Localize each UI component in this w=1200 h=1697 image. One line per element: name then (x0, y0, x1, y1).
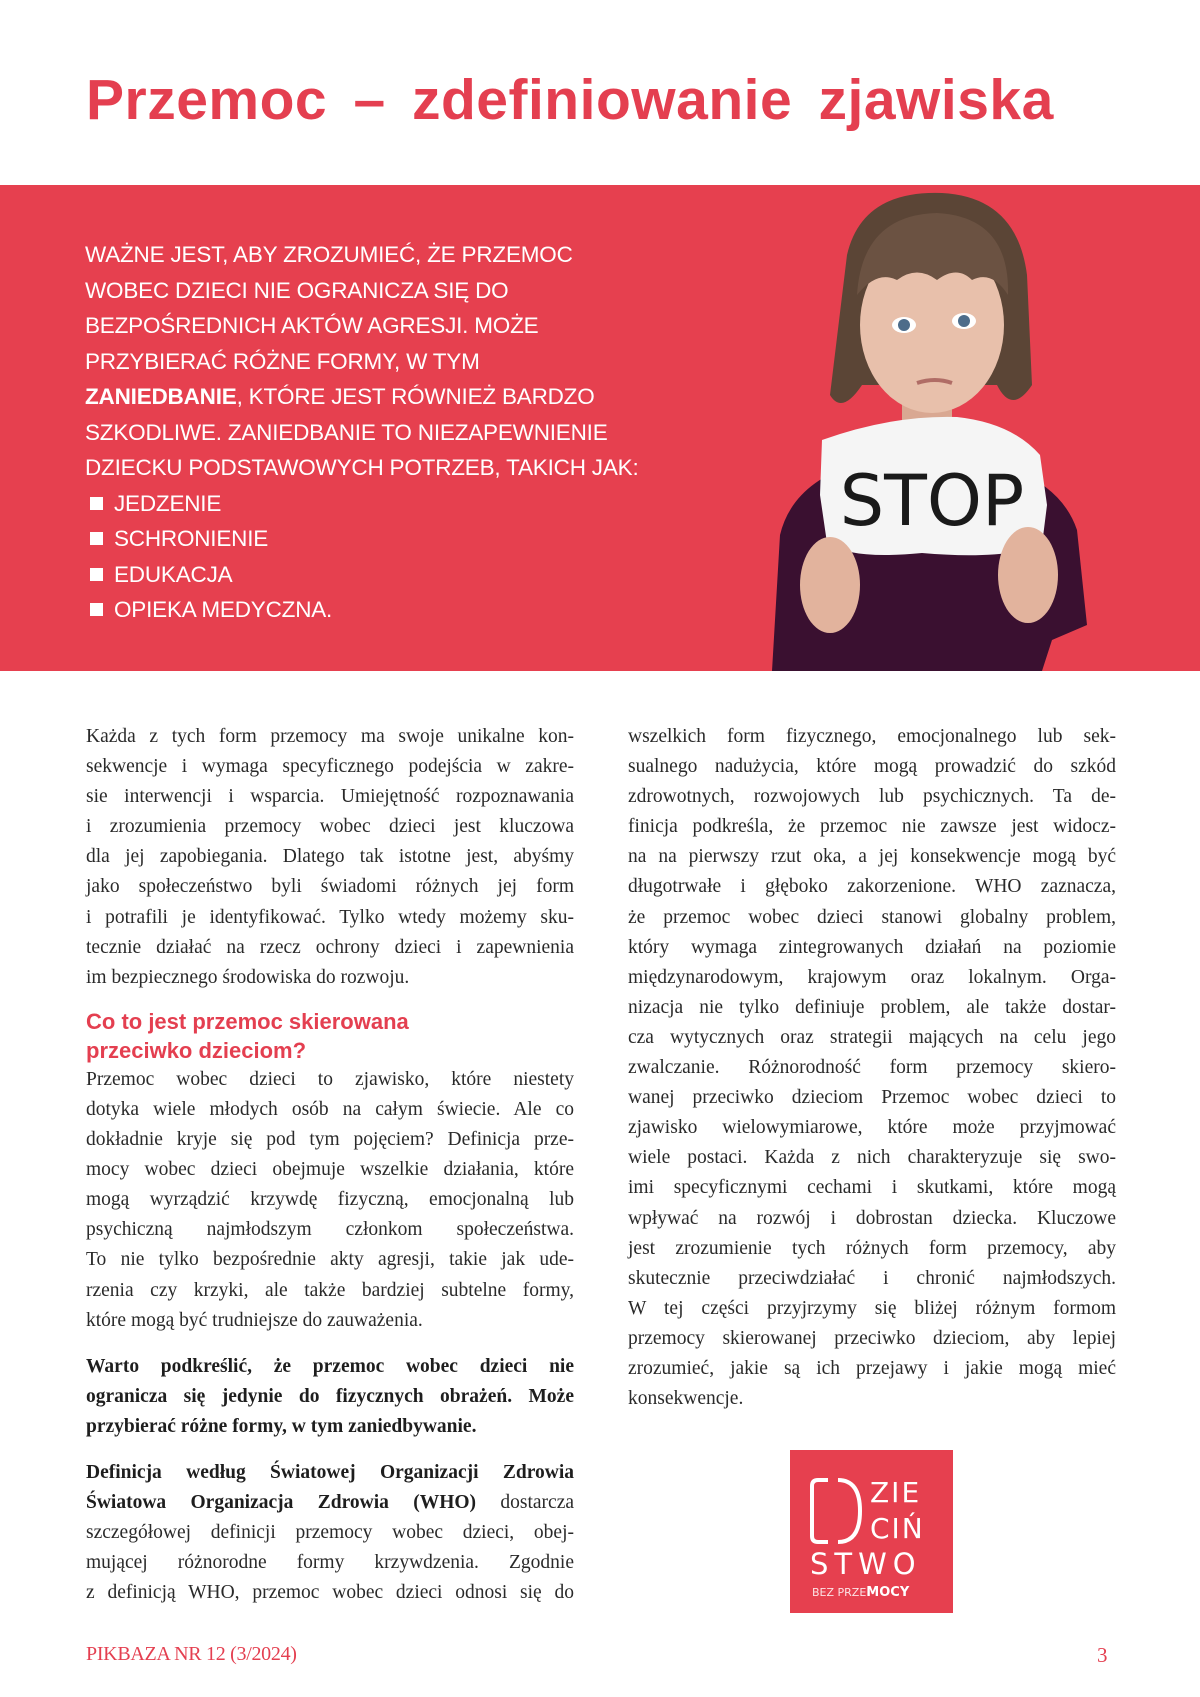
text-line: Definicja według Światowej Organizacji Zdrowia (86, 1461, 574, 1483)
text-line: Warto podkreślić, że przemoc wobec dzieci nie (86, 1355, 574, 1377)
text-line: jest zrozumienie tych różnych form przemocy, aby (628, 1237, 1116, 1259)
intro-line: PRZYBIERAĆ RÓŻNE FORMY, W TYM (85, 348, 480, 374)
text-line: tecznie działać na rzecz ochrony dzieci i zapewnienia (86, 936, 574, 958)
text-line: finicja podkreśla, że przemoc nie zawsze jest widocz- (628, 816, 1116, 838)
text-line: wanej przeciwko dzieciom Przemoc wobec dzieci to (628, 1087, 1116, 1109)
intro-text (85, 237, 639, 628)
iris-right (958, 315, 970, 327)
text-line: wszelkich form fizycznego, emocjonalnego lub sek- (628, 726, 1116, 747)
intro-bullet-item (85, 557, 639, 593)
text-line: imi specyficznymi cechami i skutkami, które mogą (628, 1177, 1116, 1199)
text-line: który wymaga zintegrowanych działań na poziomie (628, 936, 1116, 958)
logo-tagline-bold: MOCY (866, 1585, 910, 1600)
text-line: jako społeczeństwo byli świadomi różnych jej form (86, 876, 574, 898)
bullet-label: EDUKACJA (114, 561, 233, 587)
text-line: skutecznie przeciwdziałać i chronić najmłodszych. (628, 1267, 1116, 1289)
text-line: i zrozumienia przemocy wobec dzieci jest kluczowa (86, 816, 574, 838)
square-bullet-icon (90, 532, 103, 545)
logo-line3: STWO (810, 1547, 922, 1581)
text-line: międzynarodowym, krajowym oraz lokalnym. Orga- (628, 966, 1116, 988)
text-line: sekwencje i wymaga specyficznego podejścia w zakre- (86, 756, 574, 778)
text-line: W tej części przyjrzymy się bliżej różnym formom (628, 1297, 1116, 1319)
heading-line: przeciwko dzieciom? (86, 1037, 307, 1063)
text-line: sie interwencji i wsparcia. Umiejętność rozpoznawania (86, 786, 574, 808)
bullet-label: SCHRONIENIE (114, 526, 269, 551)
iris-left (898, 319, 910, 331)
paragraph-who-continued (628, 722, 1116, 1414)
logo-line1: ZIE (870, 1476, 922, 1509)
logo-bracket-right (838, 1480, 860, 1542)
intro-line-rest: , KTÓRE JEST RÓWNIEŻ BARDZO (236, 384, 595, 409)
right-column (628, 722, 1116, 1414)
text-line: ogranicza się jedynie do fizycznych obrażeń. Może (86, 1385, 574, 1407)
intro-line: WOBEC DZIECI NIE OGRANICZA SIĘ DO (85, 277, 509, 303)
intro-bold-word: ZANIEDBANIE (85, 384, 237, 409)
page-title: Przemoc – zdefiniowanie zjawiska (86, 68, 1054, 132)
logo-bracket-left (812, 1480, 828, 1542)
paragraph-intro-consequences (86, 722, 574, 993)
intro-line: SZKODLIWE. ZANIEDBANIE TO NIEZAPEWNIENIE (85, 419, 608, 445)
text-line: mogą wyrządzić krzywdę fizyczną, emocjonalną lub (86, 1189, 574, 1211)
text-line: z definicją WHO, przemoc wobec dzieci odnosi się do (86, 1582, 574, 1604)
square-bullet-icon (90, 603, 103, 616)
logo-line2: CIŃ (870, 1512, 925, 1545)
logo-tagline (812, 1585, 910, 1600)
hand-right (998, 527, 1058, 623)
text-line: nizacja nie tylko definiuje problem, ale także dostar- (628, 996, 1116, 1018)
text-line: przybierać różne formy, w tym zaniedbywanie. (86, 1415, 477, 1437)
square-bullet-icon (90, 568, 103, 581)
text-line: psychiczną najmłodszym członkom społeczeństwa. (86, 1219, 574, 1241)
text-line: konsekwencje. (628, 1388, 744, 1410)
text-line: na na pierwszy rzut oka, a jej konsekwencje mogą być (628, 846, 1116, 868)
text-line: które mogą być trudniejsze do zauważenia. (86, 1309, 423, 1331)
text-line: przemocy skierowanej przeciwko dzieciom, aby lepiej (628, 1327, 1116, 1349)
text-line: Każda z tych form przemocy ma swoje unikalne kon- (86, 726, 574, 747)
text-line: mocy wobec dzieci obejmuje wszelkie działania, które (86, 1159, 574, 1181)
who-name: Światowa Organizacja Zdrowia (WHO) (86, 1492, 477, 1514)
text-line: że przemoc wobec dzieci stanowi globalny problem, (628, 906, 1116, 928)
paragraph-emphasis (86, 1352, 574, 1442)
intro-line (85, 379, 639, 415)
intro-bullet-item (85, 592, 639, 628)
text-line: dla jej zapobiegania. Dlatego tak istotne jest, abyśmy (86, 846, 574, 868)
text-line: wiele postaci. Każda z nich charakteryzuje się swo- (628, 1147, 1116, 1169)
left-column (86, 722, 574, 1608)
stop-sign-text: STOP (839, 460, 1025, 542)
girl-with-stop-sign-photo (742, 185, 1112, 671)
intro-bullet-item (85, 486, 639, 522)
page-number: 3 (1097, 1643, 1108, 1667)
text-line: sualnego nadużycia, które mogą prowadzić do szkód (628, 756, 1116, 778)
text-line: zrozumieć, jakie są ich przejawy i jakie mogą mieć (628, 1357, 1116, 1379)
dziecinstwo-bez-przemocy-logo (790, 1450, 953, 1613)
text-line: dotyka wiele młodych osób na całym świecie. Ale co (86, 1098, 574, 1120)
paragraph-definition (86, 1065, 574, 1336)
hand-left (800, 537, 860, 633)
publication-footer: PIKBAZA NR 12 (3/2024) (86, 1643, 297, 1665)
text-line: i potrafili je identyfikować. Tylko wtedy możemy sku- (86, 906, 574, 928)
square-bullet-icon (90, 497, 103, 510)
intro-line: DZIECKU PODSTAWOWYCH POTRZEB, TAKICH JAK: (85, 455, 639, 480)
paragraph-who-definition (86, 1458, 574, 1608)
text-line: długotrwałe i głęboko zakorzenione. WHO zaznacza, (628, 876, 1116, 898)
logo-tagline-light: BEZ PRZE (812, 1586, 867, 1599)
text-line: dokładnie kryje się pod tym pojęciem? Definicja prze- (86, 1129, 574, 1151)
text-line: rzenia czy krzyki, ale także bardziej subtelne formy, (86, 1279, 574, 1301)
text-line (86, 1488, 574, 1518)
text-line: szczegółowej definicji przemocy wobec dzieci, obej- (86, 1522, 574, 1544)
text-line: wpływać na rozwój i dobrostan dziecka. Kluczowe (628, 1207, 1116, 1229)
text-line: Przemoc wobec dzieci to zjawisko, które niestety (86, 1068, 574, 1090)
text-line: mującej różnorodne formy krzywdzenia. Zgodnie (86, 1552, 574, 1574)
text-line: To nie tylko bezpośrednie akty agresji, takie jak ude- (86, 1249, 574, 1271)
text-rest: dostarcza (476, 1492, 574, 1514)
intro-bullet-item (85, 521, 639, 557)
text-line: zwalczanie. Różnorodność form przemocy skiero- (628, 1057, 1116, 1079)
intro-line: BEZPOŚREDNICH AKTÓW AGRESJI. MOŻE (85, 313, 539, 338)
text-line: cza wytycznych oraz strategii mających na celu jego (628, 1026, 1116, 1048)
heading-line: Co to jest przemoc skierowana (86, 1008, 409, 1034)
intro-line: WAŻNE JEST, ABY ZROZUMIEĆ, ŻE PRZEMOC (85, 242, 573, 267)
text-line: zdrowotnych, rozwojowych lub psychicznych. Ta de- (628, 786, 1116, 808)
text-line: zjawisko wielowymiarowe, które może przyjmować (628, 1117, 1116, 1139)
bullet-label: JEDZENIE (114, 490, 222, 516)
text-line: im bezpiecznego środowiska do rozwoju. (86, 966, 410, 988)
bullet-label: OPIEKA MEDYCZNA. (114, 597, 333, 622)
section-heading (86, 1007, 574, 1065)
